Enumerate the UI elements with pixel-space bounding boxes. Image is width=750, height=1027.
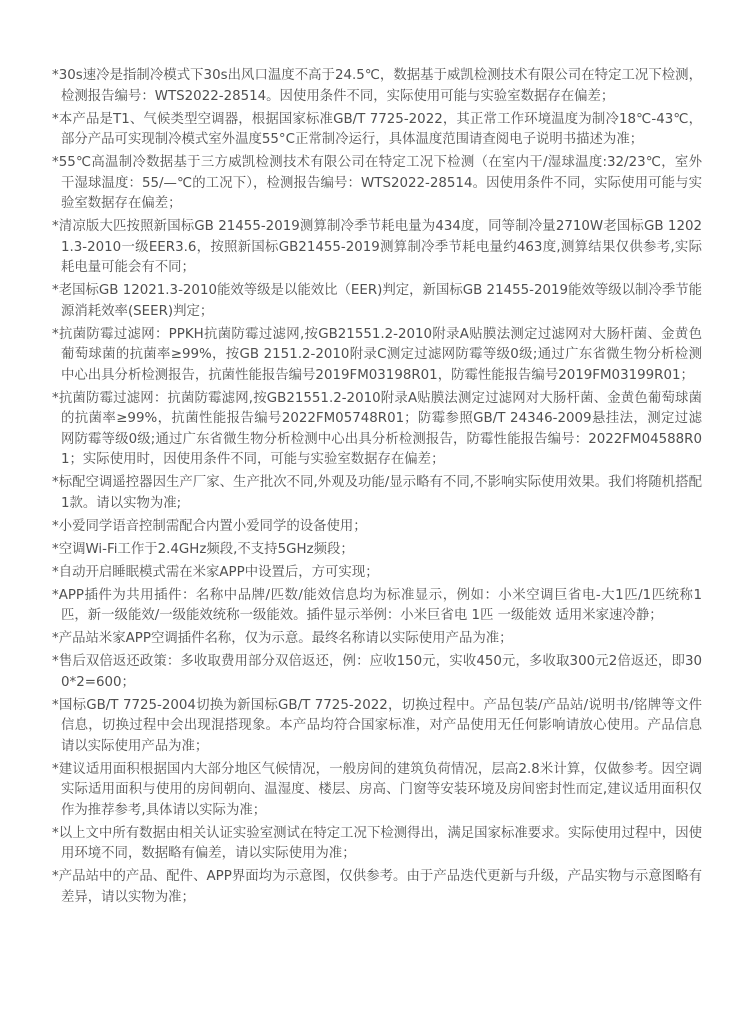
- note-item: *产品站中的产品、配件、APP界面均为示意图，仅供参考。由于产品迭代更新与升级，产品实物与示意图略有差异，请以实物为准；: [52, 869, 702, 905]
- note-item: *自动开启睡眠模式需在米家APP中设置后，方可实现；: [52, 564, 379, 580]
- note-item: *产品站米家APP空调插件名称，仅为示意。最终名称请以实际使用产品为准；: [52, 631, 513, 646]
- note-item: *30s速冷是指制冷模式下30s出风口温度不高于24.5℃，数据基于威凯检测技术有限公司在特定工况下检测，检测报告编号：WTS2022-28514。因使用条件不同，实际使用可能与实验室数据存在偏差；: [52, 68, 702, 104]
- note-item: *抗菌防霉过滤网：抗菌防霉滤网,按GB21551.2-2010附录A贴膜法测定过滤网对大肠杆菌、金黄色葡萄球菌的抗菌率≥99%，抗菌性能报告编号2022FM05748R01；防霉参照GB/T 24346-2009悬挂法，测定过滤网防霉等级0级;通过广东省微生物分析检测中心出具分析检测报告，防霉性能报告编号：2022FM04588R01；实际使用时，因使用条件不同，可能与实验室数据存在偏差；: [52, 390, 702, 467]
- note-item: *APP插件为共用插件：名称中品牌/匹数/能效信息均为标准显示，例如：小米空调巨省电-大1匹/1匹统称1匹，新一级能效/一级能效统称一级能效。插件显示举例：小米巨省电 1匹 一级能效 适用米家速冷静；: [52, 587, 702, 623]
- note-item: *55℃高温制冷数据基于三方威凯检测技术有限公司在特定工况下检测（在室内干/湿球温度:32/23℃，室外干湿球温度：55/—℃的工况下），检测报告编号：WTS2022-28514。因使用条件不同，实际使用可能与实验室数据存在偏差；: [52, 155, 702, 211]
- note-item: *小爱同学语音控制需配合内置小爱同学的设备使用；: [52, 518, 367, 534]
- note-item: *建议适用面积根据国内大部分地区气候情况，一般房间的建筑负荷情况，层高2.8米计算，仅做参考。因空调实际适用面积与使用的房间朝向、温湿度、楼层、房高、门窗等安装环境及房间密封性而定,建议适用面积仅作为推荐参考,具体请以实际为准；: [52, 761, 702, 818]
- note-item: *空调Wi-Fi工作于2.4GHz频段,不支持5GHz频段；: [52, 541, 354, 557]
- note-item: *清凉版大匹按照新国标GB 21455-2019测算制冷季节耗电量为434度，同等制冷量2710W老国标GB 12021.3-2010一级EER3.6，按照新国标GB21455-2019测算制冷季节耗电量约463度,测算结果仅供参考,实际耗电量可能会有不同；: [52, 219, 702, 275]
- note-item: *标配空调遥控器因生产厂家、生产批次不同,外观及功能/显示略有不同,不影响实际使用效果。我们将随机搭配1款。请以实物为准;: [52, 475, 702, 511]
- note-item: *本产品是T1、气候类型空调器，根据国家标准GB/T 7725-2022，其正常工作环境温度为制冷18℃-43℃，部分产品可实现制冷模式室外温度55°C正常制冷运行，具体温度范围请查阅电子说明书描述为准；: [52, 111, 702, 147]
- note-item: *售后双倍返还政策：多收取费用部分双倍返还，例：应收150元，实收450元，多收取300元2倍返还，即300*2=600；: [52, 654, 702, 690]
- disclaimer-notes: [52, 66, 702, 911]
- note-item: *老国标GB 12021.3-2010能效等级是以能效比（EER)判定，新国标GB 21455-2019能效等级以制冷季节能源消耗效率(SEER)判定；: [52, 283, 702, 319]
- note-item: *国标GB/T 7725-2004切换为新国标GB/T 7725-2022，切换过程中。产品包装/产品站/说明书/铭牌等文件信息，切换过程中会出现混搭现象。本产品均符合国家标准，对产品使用无任何影响请放心使用。产品信息请以实际使用产品为准；: [52, 697, 702, 754]
- note-item: *抗菌防霉过滤网：PPKH抗菌防霉过滤网,按GB21551.2-2010附录A贴膜法测定过滤网对大肠杆菌、金黄色葡萄球菌的抗菌率≥99%，按GB 2151.2-2010附录C测定过滤网防霉等级0级;通过广东省微生物分析检测中心出具分析检测报告，抗菌性能报告编号2019FM03198R01，防霉性能报告编号2019FM03199R01；: [52, 326, 702, 383]
- note-item: *以上文中所有数据由相关认证实验室测试在特定工况下检测得出，满足国家标准要求。实际使用过程中，因使用环境不同，数据略有偏差，请以实际使用为准；: [52, 825, 702, 861]
